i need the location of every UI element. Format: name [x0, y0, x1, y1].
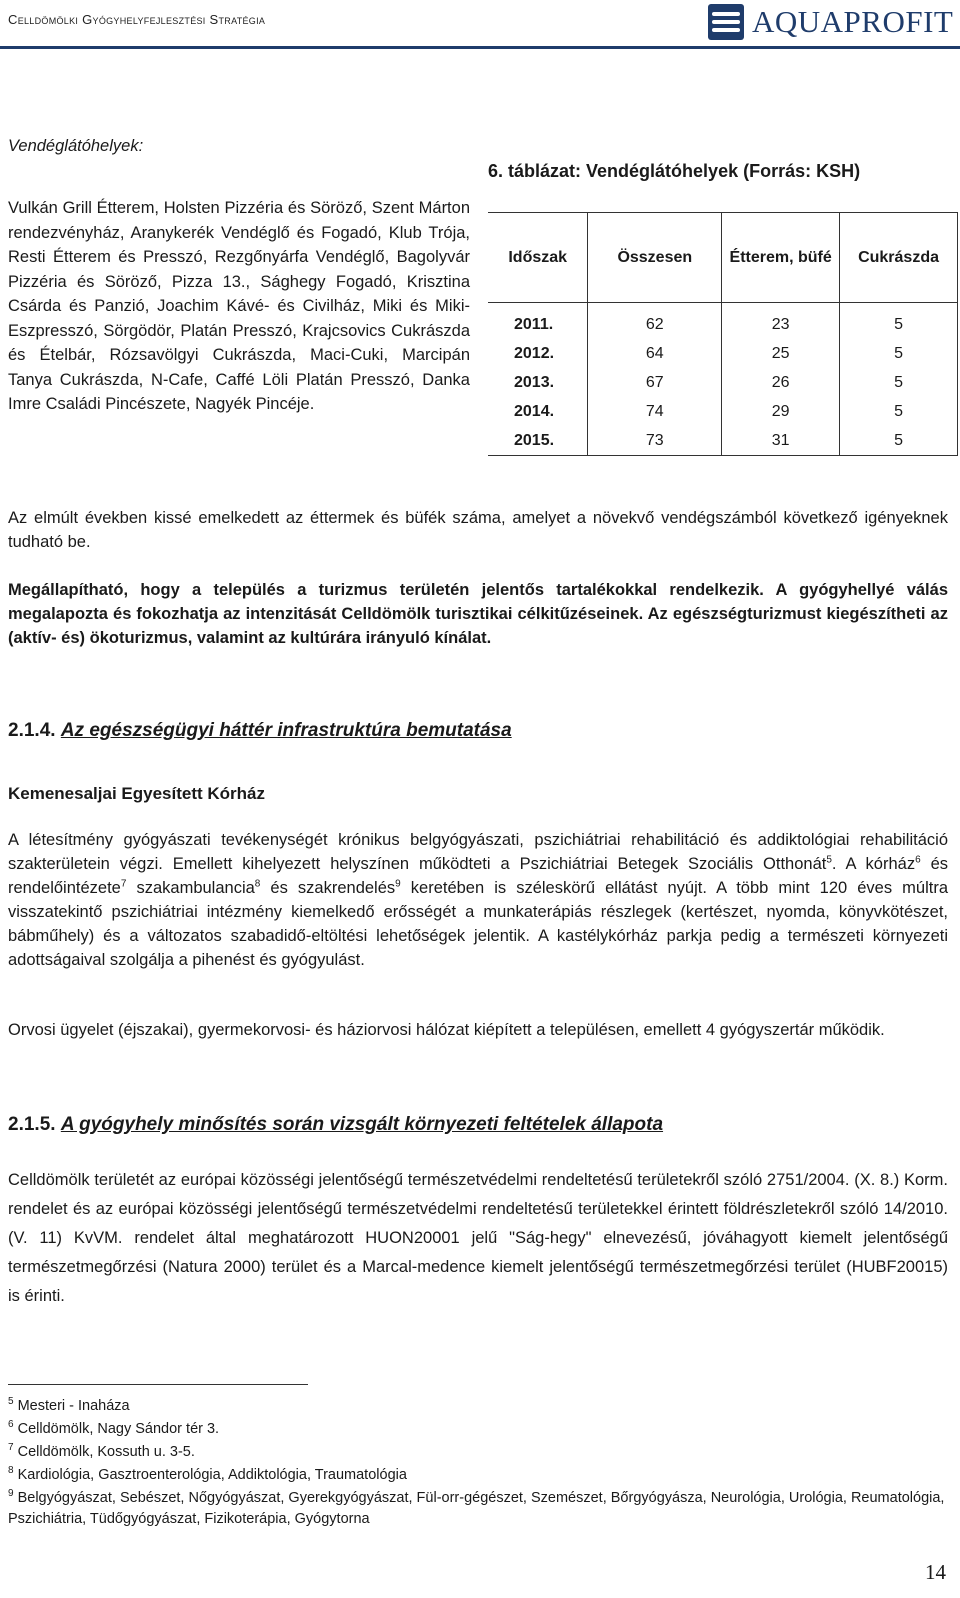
section-heading-2-1-4 [8, 720, 512, 742]
cell-year: 2011. [514, 316, 554, 333]
document-header-title: Celldömölki Gyógyhelyfejlesztési Stratégia [8, 12, 266, 27]
hospital-paragraph: A létesítmény gyógyászati tevékenységét krónikus belgyógyászati, pszichiátriai rehabilitáció és addiktológiai rehabilitáció szakterületein végzi. Emellett kihelyezett helyszínen működteti a Pszichiátriai Betegek Szociális Otthonát$^5$. A kórház$^6$ és rendelőintézete$^7$ szakambulancia$^8$ és szakrendelés$^9$ keretében is széleskörű ellátást nyújt. A több mint 120 éves múltra visszatekintő pszichiátriai intézmény kiemelkedő erősségét a munkaterápiás részlegek (kertészet, nyomda, könyvkötészet, bábműhely) és a változatos szabadidő-eltöltési lehetőségek jelentik. A kastélykórház parkja pedig a természeti környezeti adottságaival szolgálja a pihenést és gyógyulást. [8, 831, 948, 969]
section-title: Az egészségügyi háttér infrastruktúra bemutatása [60, 720, 512, 741]
cell-restaurant: 31 [722, 427, 840, 456]
table-row [488, 427, 958, 456]
column-header-period: Időszak [488, 213, 588, 303]
cell-total: 64 [588, 340, 722, 369]
venues-table [488, 212, 958, 456]
footnote-ref-5[interactable]: 5 [826, 854, 832, 866]
cell-restaurant: 23 [722, 311, 840, 340]
footnote-6: $^6$ Celldömölk, Nagy Sándor tér 3. [8, 1419, 220, 1437]
logo-wave-icon [708, 4, 744, 40]
header-divider [0, 46, 960, 49]
cell-confectionery: 5 [840, 427, 958, 456]
cell-year: 2012. [514, 345, 555, 362]
cell-total: 74 [588, 398, 722, 427]
footnote-5: $^5$ Mesteri - Inaháza [8, 1396, 130, 1414]
cell-total: 73 [588, 427, 722, 456]
cell-confectionery: 5 [840, 398, 958, 427]
footnote-ref-6[interactable]: 6 [915, 854, 921, 866]
column-header-total: Összesen [588, 213, 722, 303]
cell-year: 2014. [514, 403, 555, 420]
footnote-ref-7[interactable]: 7 [120, 878, 127, 890]
tourism-reserves-paragraph: Megállapítható, hogy a település a turizmus területén jelentős tartalékokkal rendelkezik. A gyógyhellyé válás megalapozta és fokozhatja az intenzitását Celldömölk turisztikai célkitűzéseinek. Az egészségturizmust kiegészítheti az (aktív- és) ökoturizmus, valamint az kultúrára irányuló kínálat. [8, 581, 948, 647]
natura-2000-paragraph: Celldömölk területét az európai közösségi jelentőségű természetvédelmi rendeltetésű területekről szóló 2751/2004. (X. 8.) Korm. rendelet és az európai közösségi jelentőségű természetvédelmi rendeltetésű területekkel érintett földrészletekről szóló 14/2010. (V. 11) KvVM. rendelet által meghatározott HUON20001 jelű "Ság-hegy" elnevezésű, jóváhagyott kiemelt jelentőségű természetmegőrzési (Natura 2000) terület és a Marcal-medence kiemelt jelentőségű természetmegőrzési terület (HUBF20015) is érinti. [8, 1171, 948, 1305]
cell-total: 67 [588, 369, 722, 398]
table-row [488, 369, 958, 398]
cell-restaurant: 26 [722, 369, 840, 398]
cell-restaurant: 29 [722, 398, 840, 427]
cell-restaurant: 25 [722, 340, 840, 369]
page-number: 14 [925, 1560, 946, 1584]
column-header-restaurant: Étterem, büfé [722, 213, 840, 303]
footnote-9: $^9$ Belgyógyászat, Sebészet, Nőgyógyászat, Gyerekgyógyászat, Fül-orr-gégészet, Szemészet, Bőrgyógyásza, Neurológia, Urológia, Reumatológia, Pszichiátria, Tüdőgyógyászat, Fizikoterápia, Gyógytorna [8, 1488, 945, 1527]
section-number: 2.1.4. [8, 720, 56, 741]
cell-confectionery: 5 [840, 311, 958, 340]
cell-year: 2015. [488, 427, 588, 456]
table-row [488, 340, 958, 369]
cell-confectionery: 5 [840, 369, 958, 398]
venues-list-paragraph: Vulkán Grill Étterem, Holsten Pizzéria és Söröző, Szent Márton rendezvényház, Aranykerék Vendéglő és Fogadó, Klub Trója, Resti Étterem és Presszó, Rezgőnyárfa Vendéglő, Bagolyvár Pizzéria és Söröző, Pizza 13., Sághegy Fogadó, Krisztina Csárda és Panzió, Joachim Kávé- és Civilház, Miki és Miki-Eszpresszó, Sörgödör, Platán Presszó, Krajcsovics Cukrászda és Ételbár, Rózsavölgyi Cukrászda, Maci-Cuki, Marcipán Tanya Cukrászda, N-Cafe, Caffé Löli Platán Presszó, Danka Imre Családi Pincészete, Nagyék Pincéje. [8, 199, 470, 413]
cell-year: 2013. [514, 374, 555, 391]
footnote-ref-8[interactable]: 8 [254, 878, 261, 890]
table-row [488, 398, 958, 427]
table-row [488, 311, 958, 340]
hospital-subheading: Kemenesaljai Egyesített Kórház [8, 784, 265, 803]
footnotes [8, 1396, 948, 1532]
footnote-ref-9[interactable]: 9 [395, 878, 401, 890]
table-caption: 6. táblázat: Vendéglátóhelyek (Forrás: KSH) [488, 161, 861, 181]
medical-services-paragraph: Orvosi ügyelet (éjszakai), gyermekorvosi- és háziorvosi hálózat kiépített a településen, emellett 4 gyógyszertár működik. [8, 1021, 885, 1039]
section-number: 2.1.5. [8, 1114, 56, 1135]
footnote-8: $^8$ Kardiológia, Gasztroenterológia, Addiktológia, Traumatológia [8, 1465, 407, 1483]
aquaprofit-logo [708, 4, 953, 40]
footnote-7: $^7$ Celldömölk, Kossuth u. 3-5. [8, 1442, 195, 1460]
section-title: A gyógyhely minősítés során vizsgált környezeti feltételek állapota [60, 1114, 664, 1135]
section-heading-2-1-5 [8, 1114, 663, 1136]
footnote-separator [8, 1384, 308, 1385]
restaurants-growth-paragraph: Az elmúlt években kissé emelkedett az éttermek és büfék száma, amelyet a növekvő vendégszámból következő igényeknek tudható be. [8, 509, 948, 551]
cell-confectionery: 5 [840, 340, 958, 369]
cell-total: 62 [588, 311, 722, 340]
section-heading-vendeglatohelyek: Vendéglátóhelyek: [8, 137, 144, 155]
logo-text: AQUAPROFIT [752, 4, 954, 39]
column-header-confectionery: Cukrászda [840, 213, 958, 303]
